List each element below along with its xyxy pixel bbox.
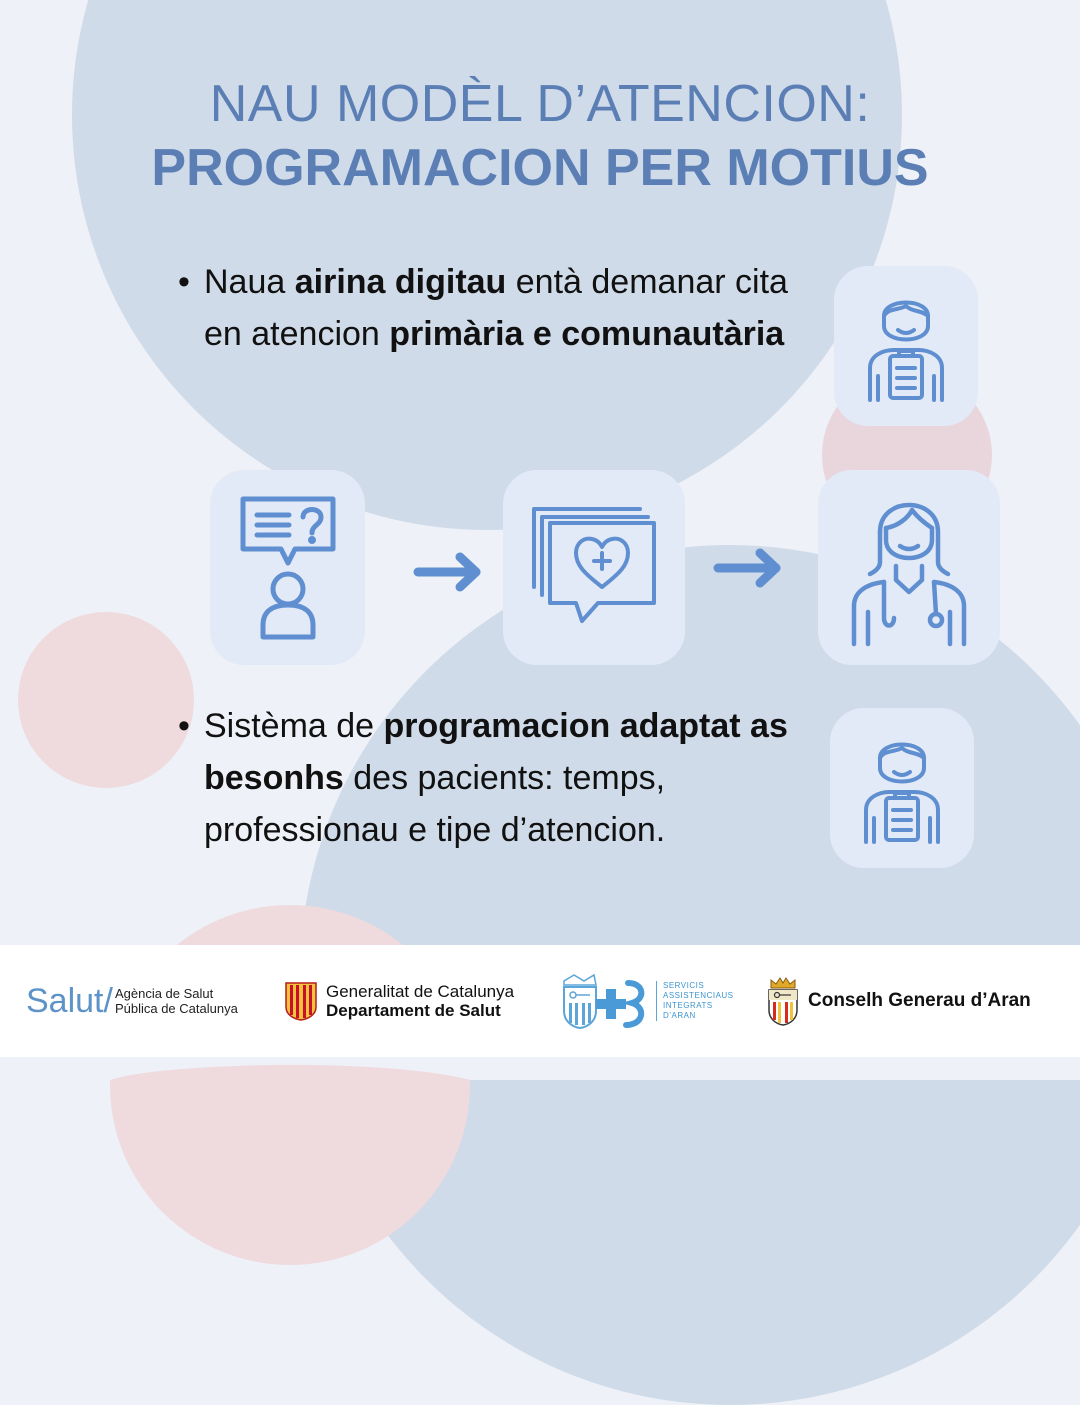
title-line-2: PROGRAMACION PER MOTIUS: [151, 139, 929, 197]
heart-document-card: [503, 470, 685, 665]
generalitat-emblem-icon: [284, 981, 318, 1021]
background-circle-pink-left: [18, 612, 194, 788]
generalitat-text: [326, 982, 514, 1020]
salut-wordmark: Salut/: [26, 981, 113, 1020]
heart-document-icon: [526, 503, 662, 633]
title-line-1: NAU MODÈL D’ATENCION:: [209, 75, 871, 133]
salut-subtitle-line2: Pública de Catalunya: [114, 1001, 238, 1016]
servicis-emblem-icon: [562, 973, 648, 1029]
servicis-line1: SERVICIS: [663, 981, 705, 990]
generalitat-line1: Generalitat de Catalunya: [326, 982, 515, 1001]
bullet-text: des pacients: temps, professionau e tipe d’atencion.: [204, 759, 666, 849]
servicis-line4: D’ARAN: [663, 1011, 696, 1020]
salut-logo: [26, 945, 238, 1057]
bullet-scheduling-system: [178, 700, 844, 856]
salut-subtitle: [115, 986, 238, 1016]
bullet-text: entà demanar cita en atencion: [204, 263, 788, 353]
bullet-digital-channel: [178, 256, 824, 360]
doctor-with-clipboard-icon: [856, 286, 956, 406]
bullet-text: Sistèma de: [204, 707, 384, 745]
bullet-emphasis: primària e comunautària: [389, 315, 785, 353]
doctor-with-clipboard-icon: [852, 728, 952, 848]
nurse-card: [818, 470, 1000, 665]
patient-question-card: [210, 470, 365, 665]
servicis-logo: [562, 945, 734, 1057]
arrow-right-icon: [412, 552, 486, 592]
conselh-aran-name: Conselh Generau d’Aran: [808, 990, 1031, 1011]
patient-question-icon: [233, 493, 343, 643]
generalitat-line2: Departament de Salut: [326, 1001, 501, 1020]
doctor-card-top: [834, 266, 978, 426]
arrow-right-icon: [712, 548, 786, 588]
nurse-stethoscope-icon: [844, 488, 974, 648]
servicis-line3: INTEGRATS: [663, 1001, 713, 1010]
bullet-marker: •: [178, 707, 190, 745]
aran-coat-of-arms-icon: [766, 976, 800, 1026]
bullet-emphasis: programacion adaptat as besonhs: [204, 707, 788, 797]
bullet-text: Naua: [204, 263, 295, 301]
salut-subtitle-line1: Agència de Salut: [114, 986, 214, 1001]
bullet-emphasis: airina digitau: [294, 263, 507, 301]
footer-logos: [0, 945, 1080, 1057]
bullet-marker: •: [178, 263, 190, 301]
servicis-text: [656, 981, 734, 1021]
generalitat-logo: [284, 945, 514, 1057]
doctor-card-bottom: [830, 708, 974, 868]
servicis-line2: ASSISTENCIAUS: [663, 991, 734, 1000]
conselh-aran-logo: [766, 945, 1031, 1057]
bottom-decoration: [0, 1057, 1080, 1080]
